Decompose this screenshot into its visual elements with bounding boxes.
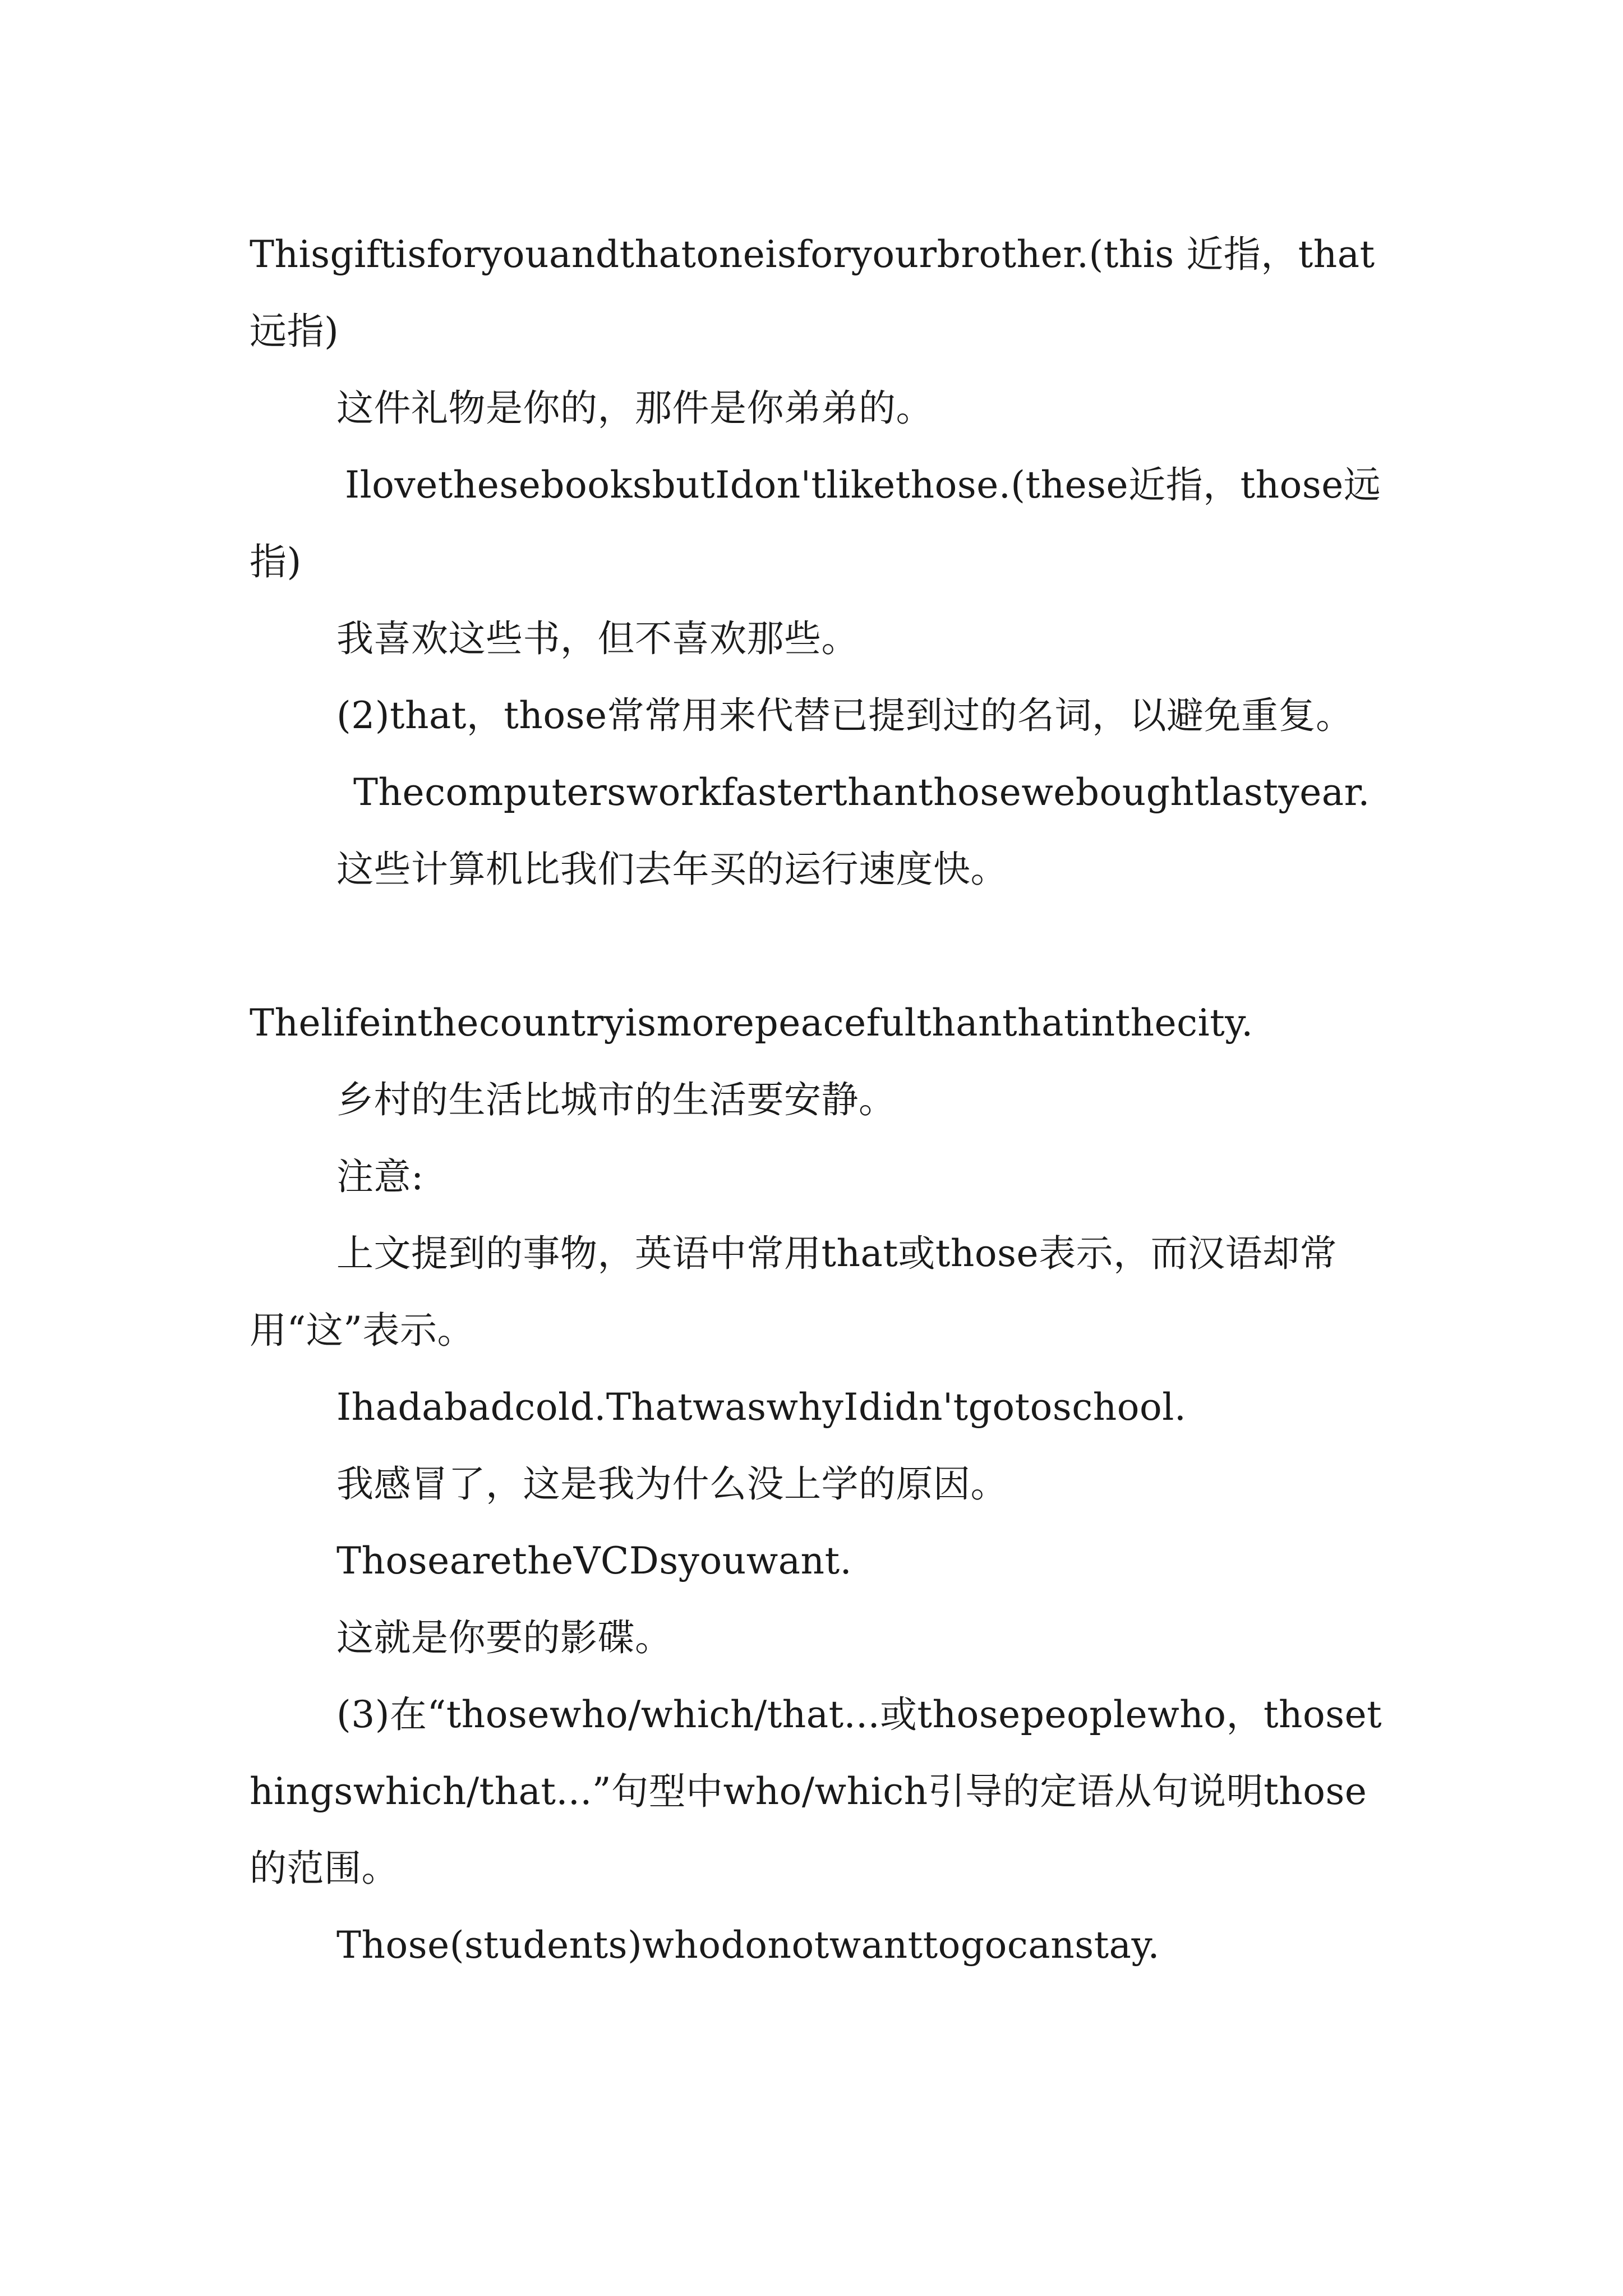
example-sentence-this-that: Thisgiftisforyouandthatoneisforyourbrother.(this 近指，that远指): [250, 233, 1375, 353]
example-sentence-vcds: ThosearetheVCDsyouwant.: [336, 1539, 852, 1582]
example-sentence-computers: Thecomputersworkfasterthanthoseweboughtlastyear.: [353, 771, 1370, 814]
translation-these-those: 我喜欢这些书，但不喜欢那些。: [336, 617, 859, 660]
example-sentence-country-life: Thelifeinthecountryismorepeacefulthanthatinthecity.: [250, 1001, 1253, 1045]
example-sentence-cold: Ihadabadcold.ThatwaswhyIdidn'tgotoschool.: [336, 1386, 1187, 1429]
blank-line: [250, 908, 1402, 984]
translation-this-that: 这件礼物是你的，那件是你弟弟的。: [336, 386, 933, 430]
translation-vcds: 这就是你要的影碟。: [336, 1616, 672, 1659]
translation-country-life: 乡村的生活比城市的生活要安静。: [336, 1078, 896, 1121]
note-text: 上文提到的事物，英语中常用that或those表示，而汉语却常用“这”表示。: [250, 1232, 1338, 1352]
example-sentence-students: Those(students)whodonotwanttogocanstay.: [336, 1924, 1160, 1967]
example-sentence-these-those: IlovethesebooksbutIdon'tlikethose.(these近指，those远指): [250, 463, 1381, 583]
translation-cold: 我感冒了，这是我为什么没上学的原因。: [336, 1462, 1008, 1506]
document-body: [250, 216, 1402, 1984]
rule-2-heading: (2)that，those常常用来代替已提到过的名词，以避免重复。: [336, 694, 1353, 737]
note-label: 注意:: [336, 1155, 424, 1198]
translation-computers: 这些计算机比我们去年买的运行速度快。: [336, 848, 1008, 891]
rule-3-heading: (3)在“thosewho/which/that...或thosepeoplewho，thosethingswhich/that...”句型中who/which引导的定语从句说明those的范围。: [250, 1693, 1382, 1890]
